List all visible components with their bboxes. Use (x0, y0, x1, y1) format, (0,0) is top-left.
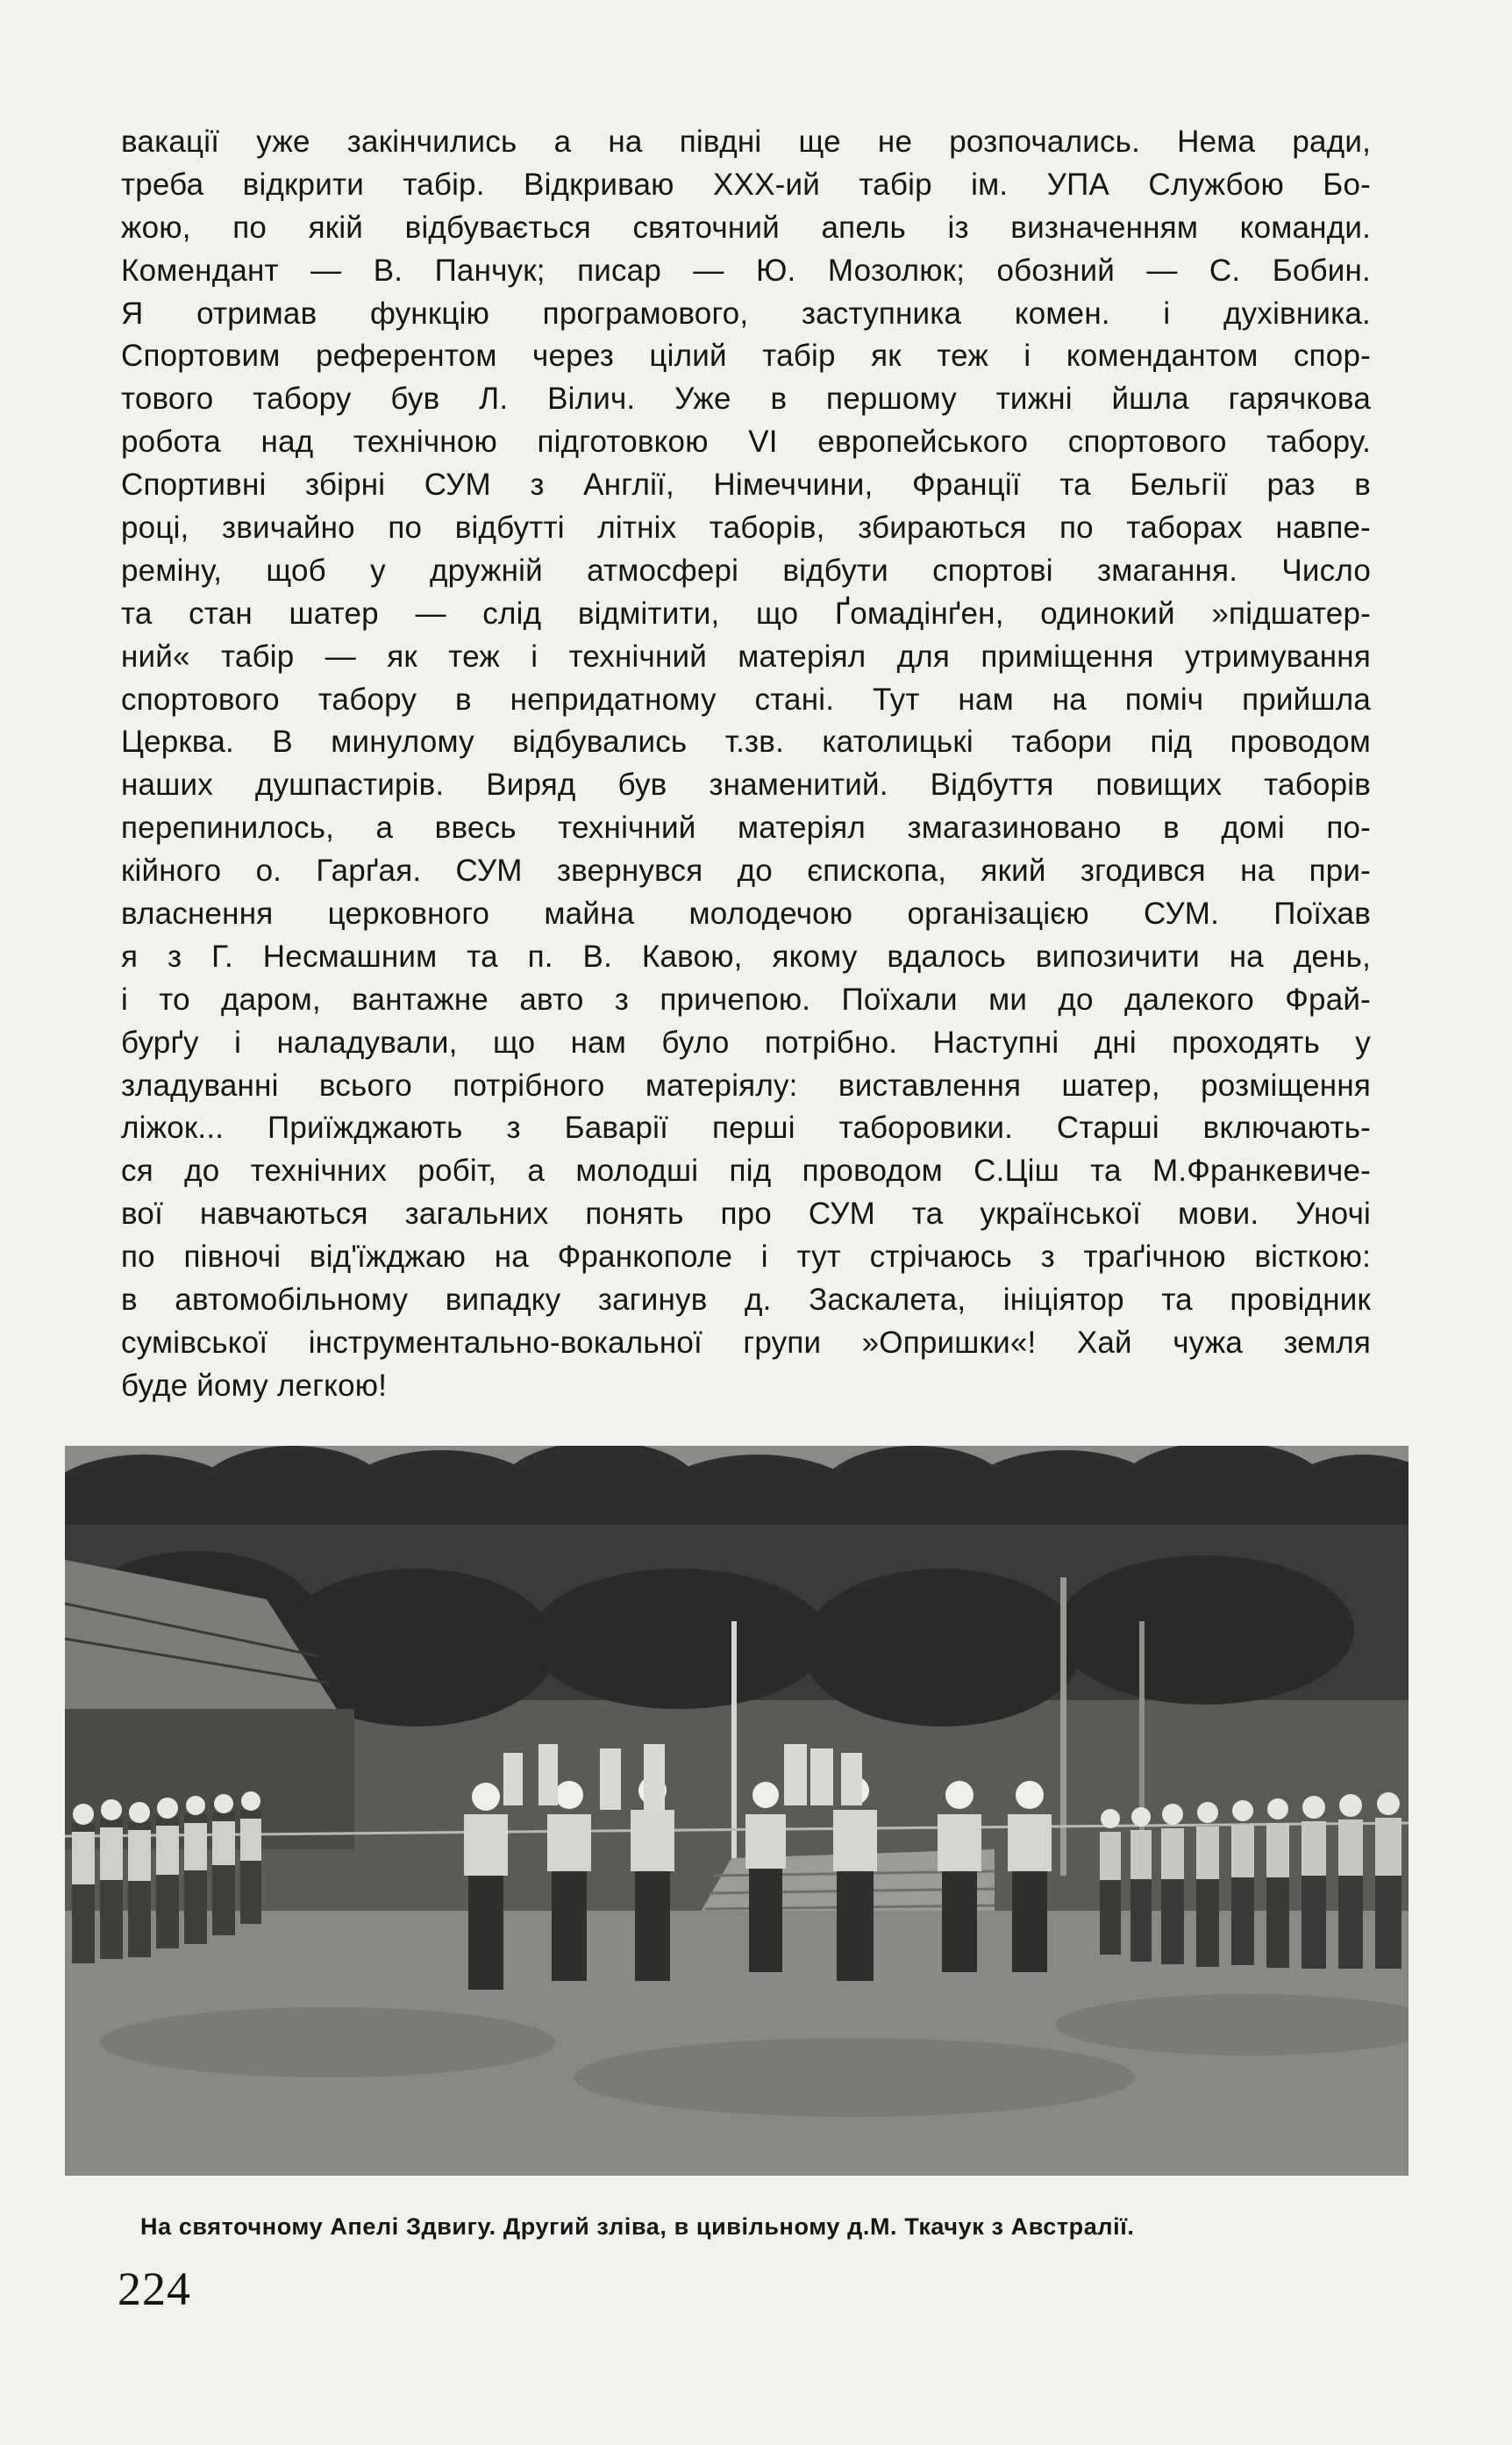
text-line: спортового табору в непридатному стані. Тут нам на поміч прийшла (121, 682, 1371, 717)
text-line: буде йому легкою! (121, 1368, 388, 1403)
text-line: по півночі від'їжджаю на Франкополе і тут стрічаюсь з траґічною вісткою: (121, 1240, 1371, 1275)
text-line: Спортивні збірні СУМ з Англії, Німеччини, Франції та Бельгії раз в (121, 468, 1371, 503)
text-line: жою, по якій відбувається святочний апель із визначенням команди. (121, 210, 1371, 245)
text-line: наших душпастирів. Виряд був знаменитий. Відбуття повищих таборів (121, 768, 1371, 803)
photo-illustration (65, 1446, 1409, 2176)
text-line: Церква. В минулому відбувались т.зв. католицькі табори під проводом (121, 725, 1371, 760)
text-line: вакації уже закінчились а на півдні ще не розпочались. Нема ради, (121, 125, 1371, 159)
text-line: сумівської інструментально-вокальної групи »Опришки«! Хай чужа земля (121, 1325, 1371, 1360)
text-line: ся до технічних робіт, а молодші під проводом С.Ціш та М.Франкевиче- (121, 1154, 1371, 1189)
text-line: робота над технічною підготовкою VI европейського спортового табору. (121, 425, 1371, 460)
text-line: Комендант — В. Панчук; писар — Ю. Мозолюк; обозний — С. Бобин. (121, 253, 1371, 288)
text-line: я з Г. Несмашним та п. В. Кавою, якому вдалось випозичити на день, (121, 939, 1371, 974)
text-line: році, звичайно по відбутті літніх таборів, збираються по таборах навпе- (121, 511, 1371, 546)
text-line: вої навчаються загальних понять про СУМ та української мови. Уночі (121, 1197, 1371, 1232)
text-line: ний« табір — як теж і технічний матеріял для приміщення утримування (121, 639, 1371, 674)
text-line: зладуванні всього потрібного матеріялу: виставлення шатер, розміщення (121, 1068, 1371, 1103)
text-line: треба відкрити табір. Відкриваю XXX-ий табір ім. УПА Службою Бо- (121, 167, 1371, 202)
text-line: бурґу і наладували, що нам було потрібно. Наступні дні проходять у (121, 1025, 1371, 1060)
text-line: ліжок... Приїжджають з Баварії перші таборовики. Старші включають- (121, 1111, 1371, 1146)
text-line: власнення церковного майна молодечою організацією СУМ. Поїхав (121, 897, 1371, 932)
body-text (121, 121, 1371, 1408)
text-line: кійного о. Гарґая. СУМ звернувся до єпископа, який згодився на при- (121, 854, 1371, 889)
text-line: в автомобільному випадку загинув д. Заскалета, ініціятор та провідник (121, 1283, 1371, 1318)
photo-camp-assembly (65, 1446, 1409, 2176)
text-line: Я отримав функцію програмового, заступника комен. і духівника. (121, 296, 1371, 331)
photo-caption: На святочному Апелі Здвигу. Другий зліва, в цивільному д.М. Ткачук з Австралії. (140, 2213, 1135, 2240)
text-line: Спортовим референтом через цілий табір як теж і комендантом спор- (121, 339, 1371, 374)
page-number: 224 (118, 2263, 191, 2315)
text-line: і то даром, вантажне авто з причепою. Поїхали ми до далекого Фрай- (121, 982, 1371, 1017)
text-line: тового табору був Л. Вілич. Уже в першому тижні йшла гарячкова (121, 382, 1371, 417)
text-line: та стан шатер — слід відмітити, що Ґомадінґен, одинокий »підшатер- (121, 596, 1371, 631)
text-line: перепинилось, а ввесь технічний матеріял змагазиновано в домі по- (121, 811, 1371, 846)
text-line: реміну, щоб у дружній атмосфері відбути спортові змагання. Число (121, 553, 1371, 588)
